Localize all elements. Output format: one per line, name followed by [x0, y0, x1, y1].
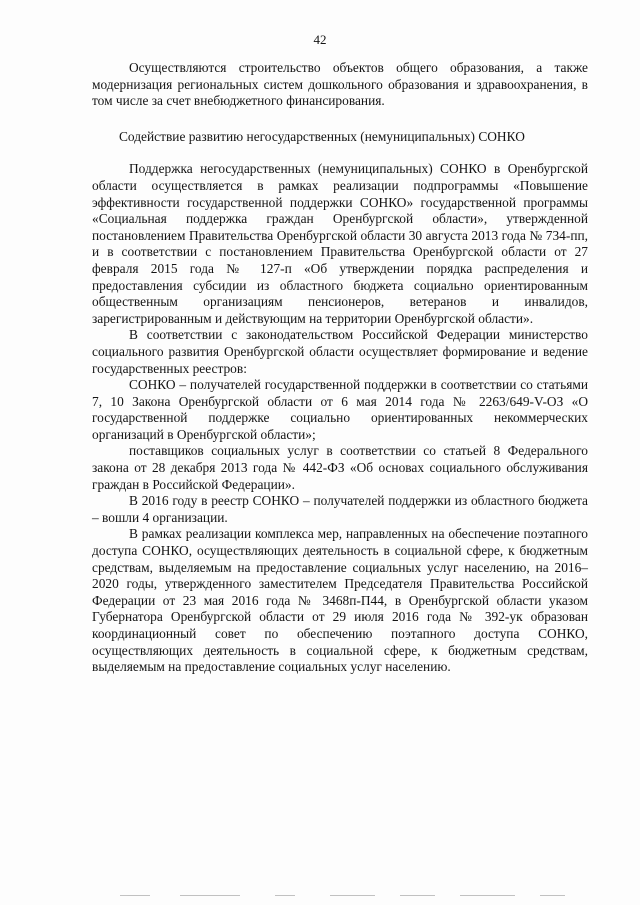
page-number: 42	[313, 32, 327, 47]
paragraph-registry-sonko: СОНКО – получателей государственной поддержки в соответствии со статьями 7, 10 Закона Оренбургской области от 6 мая 2014 года № 2263/649-V-ОЗ «О государственной поддержке социально ориентированных некоммерческих организаций в Оренбургской области»;	[92, 377, 588, 442]
paragraph-registry-providers: поставщиков социальных услуг в соответствии со статьей 8 Федерального закона от 28 декабря 2013 года № 442-ФЗ «Об основах социального обслуживания граждан в Российской Федерации».	[92, 443, 588, 492]
paragraph-registry-2016: В 2016 году в реестр СОНКО – получателей поддержки из областного бюджета – вошли 4 организации.	[92, 493, 588, 525]
document-body	[92, 60, 588, 676]
paragraph-coordination-council: В рамках реализации комплекса мер, направленных на обеспечение поэтапного доступа СОНКО, осуществляющих деятельность в социальной сфере, к бюджетным средствам, выделяемым на предоставление социальных услуг населению, на 2016–2020 годы, утвержденного заместителем Председателя Правительства Российской Федерации от 23 мая 2016 года № 3468п-П44, в Оренбургской области указом Губернатора Оренбургской области от 29 июля 2016 года № 392-ук образован координационный совет по обеспечению поэтапного доступа СОНКО, осуществляющих деятельность в социальной сфере, к бюджетным средствам, выделяемым на предоставление социальных услуг населению.	[92, 526, 588, 675]
paragraph-registers-intro: В соответствии с законодательством Российской Федерации министерство социального развития Оренбургской области осуществляет формирование и ведение государственных реестров:	[92, 327, 588, 376]
scan-artifact-line	[100, 893, 580, 899]
section-heading: Содействие развитию негосударственных (немуниципальных) СОНКО	[119, 128, 525, 144]
paragraph-construction: Осуществляются строительство объектов общего образования, а также модернизация региональных систем дошкольного образования и здравоохранения, в том числе за счет внебюджетного финансирования.	[92, 60, 588, 109]
paragraph-support-program: Поддержка негосударственных (немуниципальных) СОНКО в Оренбургской области осуществляется в рамках реализации подпрограммы «Повышение эффективности государственной поддержки СОНКО» государственной программы «Социальная поддержка граждан Оренбургской области», утвержденной постановлением Правительства Оренбургской области 30 августа 2013 года № 734-пп, и в соответствии с постановлением Правительства Оренбургской области от 27 февраля 2015 года № 127-п «Об утверждении порядка распределения и предоставления субсидии из областного бюджета социально ориентированным общественным организациям пенсионеров, ветеранов и инвалидов, зарегистрированным и действующим на территории Оренбургской области».	[92, 161, 588, 326]
